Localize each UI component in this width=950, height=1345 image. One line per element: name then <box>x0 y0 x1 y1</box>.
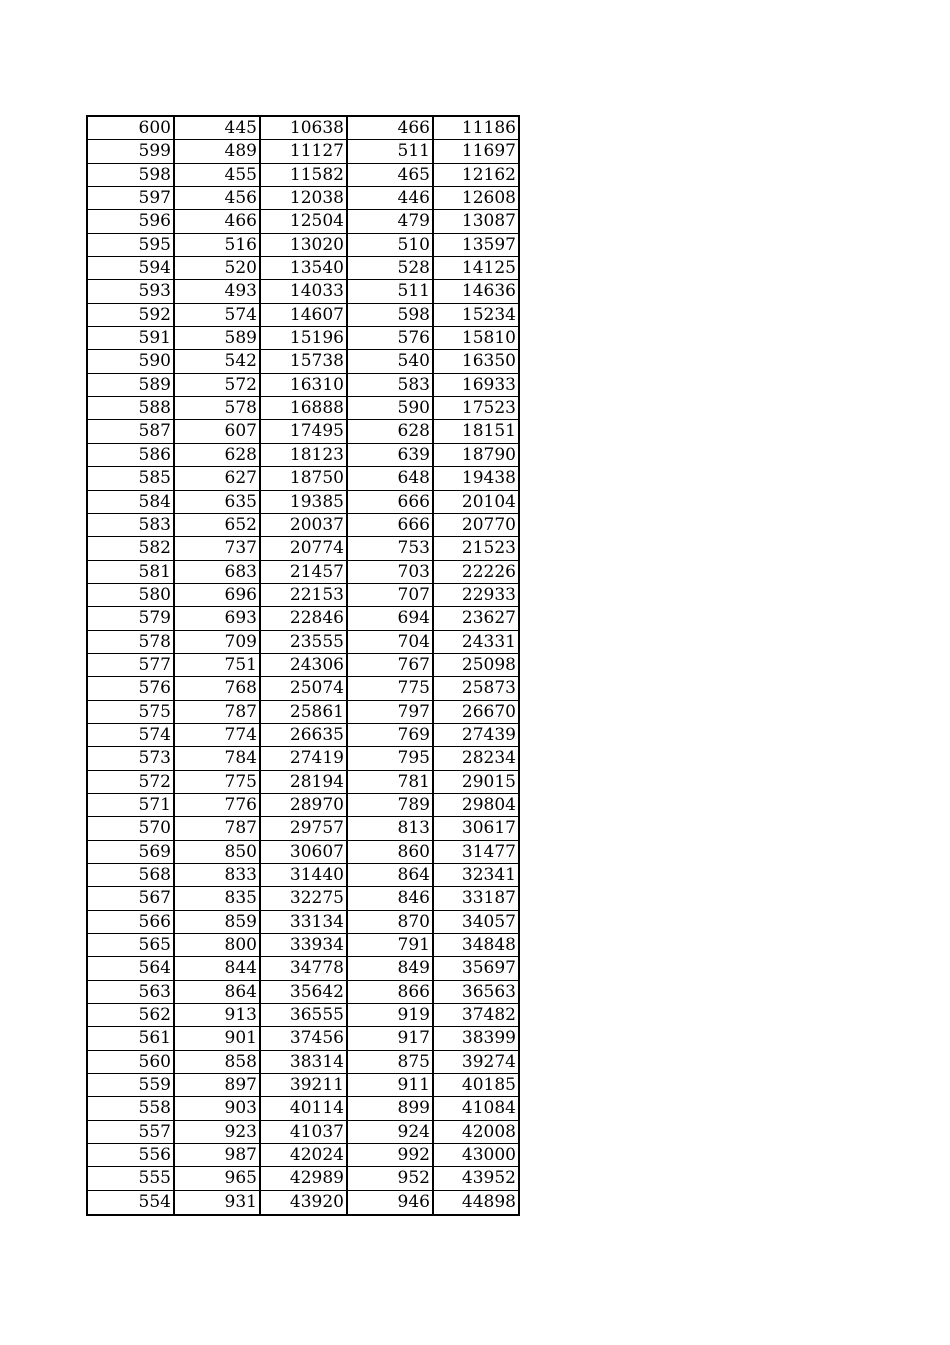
table-cell-cumulative-a: 23555 <box>261 631 348 653</box>
table-cell-cumulative-b: 11697 <box>434 140 520 162</box>
table-cell-count-a: 787 <box>175 817 261 839</box>
table-cell-count-b: 769 <box>348 724 434 746</box>
table-cell-count-b: 952 <box>348 1167 434 1189</box>
table-cell-cumulative-a: 30607 <box>261 841 348 863</box>
table-cell-count-a: 456 <box>175 187 261 209</box>
table-cell-count-b: 540 <box>348 350 434 372</box>
table-cell-count-a: 787 <box>175 701 261 723</box>
table-cell-score: 598 <box>88 164 175 186</box>
table-cell-count-b: 866 <box>348 981 434 1003</box>
table-cell-cumulative-a: 14033 <box>261 280 348 302</box>
table-row <box>88 444 520 467</box>
table-row <box>88 1074 520 1097</box>
table-row <box>88 234 520 257</box>
table-cell-count-a: 897 <box>175 1074 261 1096</box>
table-cell-cumulative-a: 33134 <box>261 911 348 933</box>
table-cell-cumulative-b: 42008 <box>434 1121 520 1143</box>
table-cell-cumulative-a: 40114 <box>261 1097 348 1119</box>
table-cell-cumulative-a: 19385 <box>261 491 348 513</box>
table-cell-count-a: 627 <box>175 467 261 489</box>
table-cell-count-b: 767 <box>348 654 434 676</box>
table-cell-cumulative-a: 20774 <box>261 537 348 559</box>
table-cell-score: 572 <box>88 771 175 793</box>
table-cell-cumulative-b: 16350 <box>434 350 520 372</box>
table-cell-count-b: 864 <box>348 864 434 886</box>
table-cell-count-a: 858 <box>175 1051 261 1073</box>
table-row <box>88 327 520 350</box>
table-cell-cumulative-a: 25861 <box>261 701 348 723</box>
table-cell-cumulative-b: 34057 <box>434 911 520 933</box>
table-row <box>88 1051 520 1074</box>
table-cell-cumulative-a: 10638 <box>261 117 348 139</box>
table-cell-cumulative-b: 12162 <box>434 164 520 186</box>
table-cell-score: 600 <box>88 117 175 139</box>
table-cell-count-b: 946 <box>348 1191 434 1214</box>
table-cell-cumulative-a: 35642 <box>261 981 348 1003</box>
table-cell-cumulative-a: 34778 <box>261 957 348 979</box>
table-cell-cumulative-b: 28234 <box>434 747 520 769</box>
table-cell-count-a: 455 <box>175 164 261 186</box>
table-cell-count-b: 707 <box>348 584 434 606</box>
table-cell-cumulative-b: 29804 <box>434 794 520 816</box>
score-table <box>86 115 520 1216</box>
table-cell-score: 595 <box>88 234 175 256</box>
table-row <box>88 841 520 864</box>
table-cell-score: 591 <box>88 327 175 349</box>
table-cell-cumulative-b: 11186 <box>434 117 520 139</box>
table-cell-cumulative-b: 30617 <box>434 817 520 839</box>
table-cell-count-b: 598 <box>348 304 434 326</box>
table-cell-cumulative-a: 25074 <box>261 677 348 699</box>
table-cell-count-b: 666 <box>348 514 434 536</box>
table-cell-cumulative-b: 33187 <box>434 887 520 909</box>
table-cell-count-a: 775 <box>175 771 261 793</box>
table-cell-score: 565 <box>88 934 175 956</box>
table-cell-count-a: 751 <box>175 654 261 676</box>
table-cell-count-b: 781 <box>348 771 434 793</box>
table-cell-score: 567 <box>88 887 175 909</box>
table-row <box>88 957 520 980</box>
table-cell-score: 578 <box>88 631 175 653</box>
table-cell-cumulative-b: 40185 <box>434 1074 520 1096</box>
table-cell-count-b: 899 <box>348 1097 434 1119</box>
table-cell-count-a: 696 <box>175 584 261 606</box>
table-row <box>88 817 520 840</box>
table-row <box>88 771 520 794</box>
table-cell-count-a: 987 <box>175 1144 261 1166</box>
table-cell-cumulative-a: 18123 <box>261 444 348 466</box>
table-cell-count-b: 797 <box>348 701 434 723</box>
table-cell-count-a: 542 <box>175 350 261 372</box>
table-row <box>88 350 520 373</box>
table-cell-cumulative-a: 14607 <box>261 304 348 326</box>
table-cell-count-a: 844 <box>175 957 261 979</box>
table-cell-score: 585 <box>88 467 175 489</box>
table-cell-cumulative-b: 18790 <box>434 444 520 466</box>
table-cell-count-b: 511 <box>348 280 434 302</box>
table-row <box>88 140 520 163</box>
table-cell-score: 584 <box>88 491 175 513</box>
table-cell-score: 589 <box>88 374 175 396</box>
table-cell-count-b: 789 <box>348 794 434 816</box>
table-cell-score: 597 <box>88 187 175 209</box>
table-cell-cumulative-a: 33934 <box>261 934 348 956</box>
table-cell-cumulative-a: 12504 <box>261 210 348 232</box>
table-cell-count-b: 919 <box>348 1004 434 1026</box>
table-cell-cumulative-a: 27419 <box>261 747 348 769</box>
table-cell-cumulative-a: 12038 <box>261 187 348 209</box>
table-cell-count-b: 528 <box>348 257 434 279</box>
table-row <box>88 257 520 280</box>
table-cell-score: 557 <box>88 1121 175 1143</box>
table-cell-cumulative-a: 22846 <box>261 607 348 629</box>
table-cell-count-b: 628 <box>348 420 434 442</box>
table-cell-score: 590 <box>88 350 175 372</box>
table-row <box>88 374 520 397</box>
table-cell-cumulative-b: 41084 <box>434 1097 520 1119</box>
table-cell-score: 559 <box>88 1074 175 1096</box>
table-cell-score: 574 <box>88 724 175 746</box>
table-cell-score: 599 <box>88 140 175 162</box>
table-cell-count-a: 965 <box>175 1167 261 1189</box>
table-cell-count-b: 795 <box>348 747 434 769</box>
table-cell-cumulative-a: 11127 <box>261 140 348 162</box>
table-cell-count-a: 859 <box>175 911 261 933</box>
table-row <box>88 584 520 607</box>
table-cell-cumulative-a: 39211 <box>261 1074 348 1096</box>
table-cell-count-a: 833 <box>175 864 261 886</box>
table-cell-score: 596 <box>88 210 175 232</box>
table-cell-cumulative-b: 22933 <box>434 584 520 606</box>
table-cell-cumulative-a: 21457 <box>261 561 348 583</box>
table-cell-count-a: 683 <box>175 561 261 583</box>
table-cell-cumulative-b: 37482 <box>434 1004 520 1026</box>
table-cell-cumulative-a: 28970 <box>261 794 348 816</box>
table-cell-cumulative-b: 25873 <box>434 677 520 699</box>
table-row <box>88 607 520 630</box>
table-cell-score: 570 <box>88 817 175 839</box>
table-cell-cumulative-b: 24331 <box>434 631 520 653</box>
table-cell-count-b: 446 <box>348 187 434 209</box>
table-cell-cumulative-b: 43000 <box>434 1144 520 1166</box>
table-cell-score: 580 <box>88 584 175 606</box>
table-cell-count-a: 589 <box>175 327 261 349</box>
table-cell-cumulative-a: 18750 <box>261 467 348 489</box>
table-row <box>88 724 520 747</box>
table-row <box>88 1191 520 1214</box>
table-row <box>88 420 520 443</box>
table-row <box>88 1144 520 1167</box>
table-cell-cumulative-b: 21523 <box>434 537 520 559</box>
table-cell-count-a: 768 <box>175 677 261 699</box>
table-cell-count-a: 652 <box>175 514 261 536</box>
table-cell-count-a: 850 <box>175 841 261 863</box>
table-row <box>88 981 520 1004</box>
table-cell-cumulative-a: 20037 <box>261 514 348 536</box>
table-cell-cumulative-a: 13020 <box>261 234 348 256</box>
table-cell-count-b: 479 <box>348 210 434 232</box>
table-cell-score: 569 <box>88 841 175 863</box>
table-cell-score: 586 <box>88 444 175 466</box>
table-cell-cumulative-b: 13597 <box>434 234 520 256</box>
table-cell-score: 558 <box>88 1097 175 1119</box>
table-cell-count-b: 590 <box>348 397 434 419</box>
table-row <box>88 1167 520 1190</box>
table-row <box>88 654 520 677</box>
table-cell-cumulative-b: 20770 <box>434 514 520 536</box>
table-cell-count-a: 635 <box>175 491 261 513</box>
table-cell-score: 568 <box>88 864 175 886</box>
table-row <box>88 467 520 490</box>
table-cell-cumulative-a: 42989 <box>261 1167 348 1189</box>
table-cell-count-b: 846 <box>348 887 434 909</box>
table-cell-cumulative-a: 32275 <box>261 887 348 909</box>
table-cell-cumulative-b: 18151 <box>434 420 520 442</box>
table-cell-score: 575 <box>88 701 175 723</box>
table-cell-cumulative-b: 26670 <box>434 701 520 723</box>
table-cell-count-b: 917 <box>348 1027 434 1049</box>
table-row <box>88 1004 520 1027</box>
table-cell-count-b: 911 <box>348 1074 434 1096</box>
table-cell-cumulative-b: 36563 <box>434 981 520 1003</box>
table-cell-score: 579 <box>88 607 175 629</box>
table-cell-cumulative-b: 43952 <box>434 1167 520 1189</box>
table-row <box>88 701 520 724</box>
table-cell-count-a: 864 <box>175 981 261 1003</box>
table-cell-score: 583 <box>88 514 175 536</box>
table-cell-count-a: 709 <box>175 631 261 653</box>
table-cell-count-b: 639 <box>348 444 434 466</box>
table-cell-count-b: 510 <box>348 234 434 256</box>
table-cell-count-a: 693 <box>175 607 261 629</box>
table-cell-score: 560 <box>88 1051 175 1073</box>
table-cell-cumulative-b: 15810 <box>434 327 520 349</box>
table-row <box>88 491 520 514</box>
table-cell-cumulative-b: 31477 <box>434 841 520 863</box>
table-cell-count-b: 704 <box>348 631 434 653</box>
table-cell-cumulative-a: 43920 <box>261 1191 348 1214</box>
table-cell-score: 562 <box>88 1004 175 1026</box>
table-cell-count-a: 903 <box>175 1097 261 1119</box>
table-cell-count-b: 924 <box>348 1121 434 1143</box>
table-cell-count-b: 870 <box>348 911 434 933</box>
table-cell-count-b: 992 <box>348 1144 434 1166</box>
table-cell-score: 554 <box>88 1191 175 1214</box>
table-cell-count-b: 875 <box>348 1051 434 1073</box>
table-cell-cumulative-a: 17495 <box>261 420 348 442</box>
table-cell-cumulative-b: 16933 <box>434 374 520 396</box>
table-row <box>88 280 520 303</box>
table-cell-count-a: 574 <box>175 304 261 326</box>
table-cell-count-b: 648 <box>348 467 434 489</box>
table-cell-count-a: 493 <box>175 280 261 302</box>
table-cell-count-a: 628 <box>175 444 261 466</box>
table-cell-score: 576 <box>88 677 175 699</box>
table-row <box>88 911 520 934</box>
table-cell-count-a: 572 <box>175 374 261 396</box>
table-cell-cumulative-a: 31440 <box>261 864 348 886</box>
table-row <box>88 117 520 140</box>
table-cell-cumulative-b: 13087 <box>434 210 520 232</box>
table-cell-score: 587 <box>88 420 175 442</box>
table-cell-count-a: 776 <box>175 794 261 816</box>
table-cell-cumulative-b: 14636 <box>434 280 520 302</box>
table-cell-count-a: 578 <box>175 397 261 419</box>
table-cell-score: 582 <box>88 537 175 559</box>
table-cell-count-b: 694 <box>348 607 434 629</box>
table-cell-count-b: 583 <box>348 374 434 396</box>
table-cell-cumulative-a: 16310 <box>261 374 348 396</box>
table-cell-score: 555 <box>88 1167 175 1189</box>
table-cell-cumulative-b: 20104 <box>434 491 520 513</box>
table-cell-score: 566 <box>88 911 175 933</box>
table-cell-count-b: 511 <box>348 140 434 162</box>
table-cell-count-b: 775 <box>348 677 434 699</box>
table-cell-cumulative-b: 38399 <box>434 1027 520 1049</box>
table-row <box>88 677 520 700</box>
table-cell-cumulative-b: 32341 <box>434 864 520 886</box>
table-cell-count-a: 784 <box>175 747 261 769</box>
table-cell-count-a: 835 <box>175 887 261 909</box>
table-cell-score: 571 <box>88 794 175 816</box>
table-cell-cumulative-b: 35697 <box>434 957 520 979</box>
table-cell-count-a: 913 <box>175 1004 261 1026</box>
table-cell-cumulative-b: 44898 <box>434 1191 520 1214</box>
table-cell-count-a: 923 <box>175 1121 261 1143</box>
table-cell-cumulative-b: 14125 <box>434 257 520 279</box>
table-cell-cumulative-b: 23627 <box>434 607 520 629</box>
table-cell-cumulative-a: 36555 <box>261 1004 348 1026</box>
table-cell-cumulative-a: 15738 <box>261 350 348 372</box>
table-cell-count-a: 901 <box>175 1027 261 1049</box>
table-cell-cumulative-a: 13540 <box>261 257 348 279</box>
table-row <box>88 304 520 327</box>
table-cell-score: 577 <box>88 654 175 676</box>
table-cell-cumulative-b: 34848 <box>434 934 520 956</box>
table-row <box>88 210 520 233</box>
table-cell-count-b: 860 <box>348 841 434 863</box>
table-cell-score: 581 <box>88 561 175 583</box>
table-cell-cumulative-a: 15196 <box>261 327 348 349</box>
table-row <box>88 397 520 420</box>
table-cell-count-b: 753 <box>348 537 434 559</box>
table-cell-count-a: 931 <box>175 1191 261 1214</box>
table-cell-cumulative-b: 25098 <box>434 654 520 676</box>
table-row <box>88 864 520 887</box>
table-cell-cumulative-b: 29015 <box>434 771 520 793</box>
table-cell-score: 573 <box>88 747 175 769</box>
table-cell-score: 556 <box>88 1144 175 1166</box>
table-cell-score: 588 <box>88 397 175 419</box>
table-row <box>88 561 520 584</box>
table-row <box>88 934 520 957</box>
table-row <box>88 1027 520 1050</box>
table-cell-cumulative-a: 11582 <box>261 164 348 186</box>
table-row <box>88 887 520 910</box>
table-row <box>88 1097 520 1120</box>
table-cell-cumulative-a: 38314 <box>261 1051 348 1073</box>
table-cell-score: 563 <box>88 981 175 1003</box>
table-cell-score: 564 <box>88 957 175 979</box>
table-row <box>88 794 520 817</box>
table-cell-cumulative-a: 22153 <box>261 584 348 606</box>
table-cell-cumulative-a: 29757 <box>261 817 348 839</box>
table-row <box>88 537 520 560</box>
table-cell-score: 561 <box>88 1027 175 1049</box>
table-cell-count-b: 576 <box>348 327 434 349</box>
table-row <box>88 631 520 654</box>
table-cell-cumulative-a: 24306 <box>261 654 348 676</box>
table-cell-count-b: 466 <box>348 117 434 139</box>
table-cell-score: 592 <box>88 304 175 326</box>
table-row <box>88 514 520 537</box>
table-cell-cumulative-a: 37456 <box>261 1027 348 1049</box>
table-cell-count-b: 791 <box>348 934 434 956</box>
table-cell-count-b: 813 <box>348 817 434 839</box>
table-cell-count-a: 607 <box>175 420 261 442</box>
table-cell-count-a: 489 <box>175 140 261 162</box>
table-cell-count-a: 800 <box>175 934 261 956</box>
table-cell-cumulative-b: 22226 <box>434 561 520 583</box>
table-cell-cumulative-b: 19438 <box>434 467 520 489</box>
table-cell-cumulative-a: 28194 <box>261 771 348 793</box>
table-cell-count-b: 703 <box>348 561 434 583</box>
table-cell-cumulative-b: 15234 <box>434 304 520 326</box>
table-cell-cumulative-b: 17523 <box>434 397 520 419</box>
table-row <box>88 1121 520 1144</box>
table-cell-cumulative-a: 42024 <box>261 1144 348 1166</box>
table-cell-score: 594 <box>88 257 175 279</box>
table-cell-cumulative-b: 39274 <box>434 1051 520 1073</box>
table-cell-score: 593 <box>88 280 175 302</box>
table-cell-count-b: 849 <box>348 957 434 979</box>
table-cell-cumulative-a: 41037 <box>261 1121 348 1143</box>
table-cell-count-a: 445 <box>175 117 261 139</box>
table-row <box>88 164 520 187</box>
table-cell-cumulative-a: 16888 <box>261 397 348 419</box>
table-cell-count-a: 774 <box>175 724 261 746</box>
table-row <box>88 187 520 210</box>
table-cell-cumulative-b: 27439 <box>434 724 520 746</box>
table-cell-count-a: 737 <box>175 537 261 559</box>
table-row <box>88 747 520 770</box>
table-cell-cumulative-b: 12608 <box>434 187 520 209</box>
table-cell-count-a: 516 <box>175 234 261 256</box>
table-cell-count-a: 466 <box>175 210 261 232</box>
table-cell-count-b: 465 <box>348 164 434 186</box>
table-cell-count-b: 666 <box>348 491 434 513</box>
table-cell-cumulative-a: 26635 <box>261 724 348 746</box>
table-cell-count-a: 520 <box>175 257 261 279</box>
